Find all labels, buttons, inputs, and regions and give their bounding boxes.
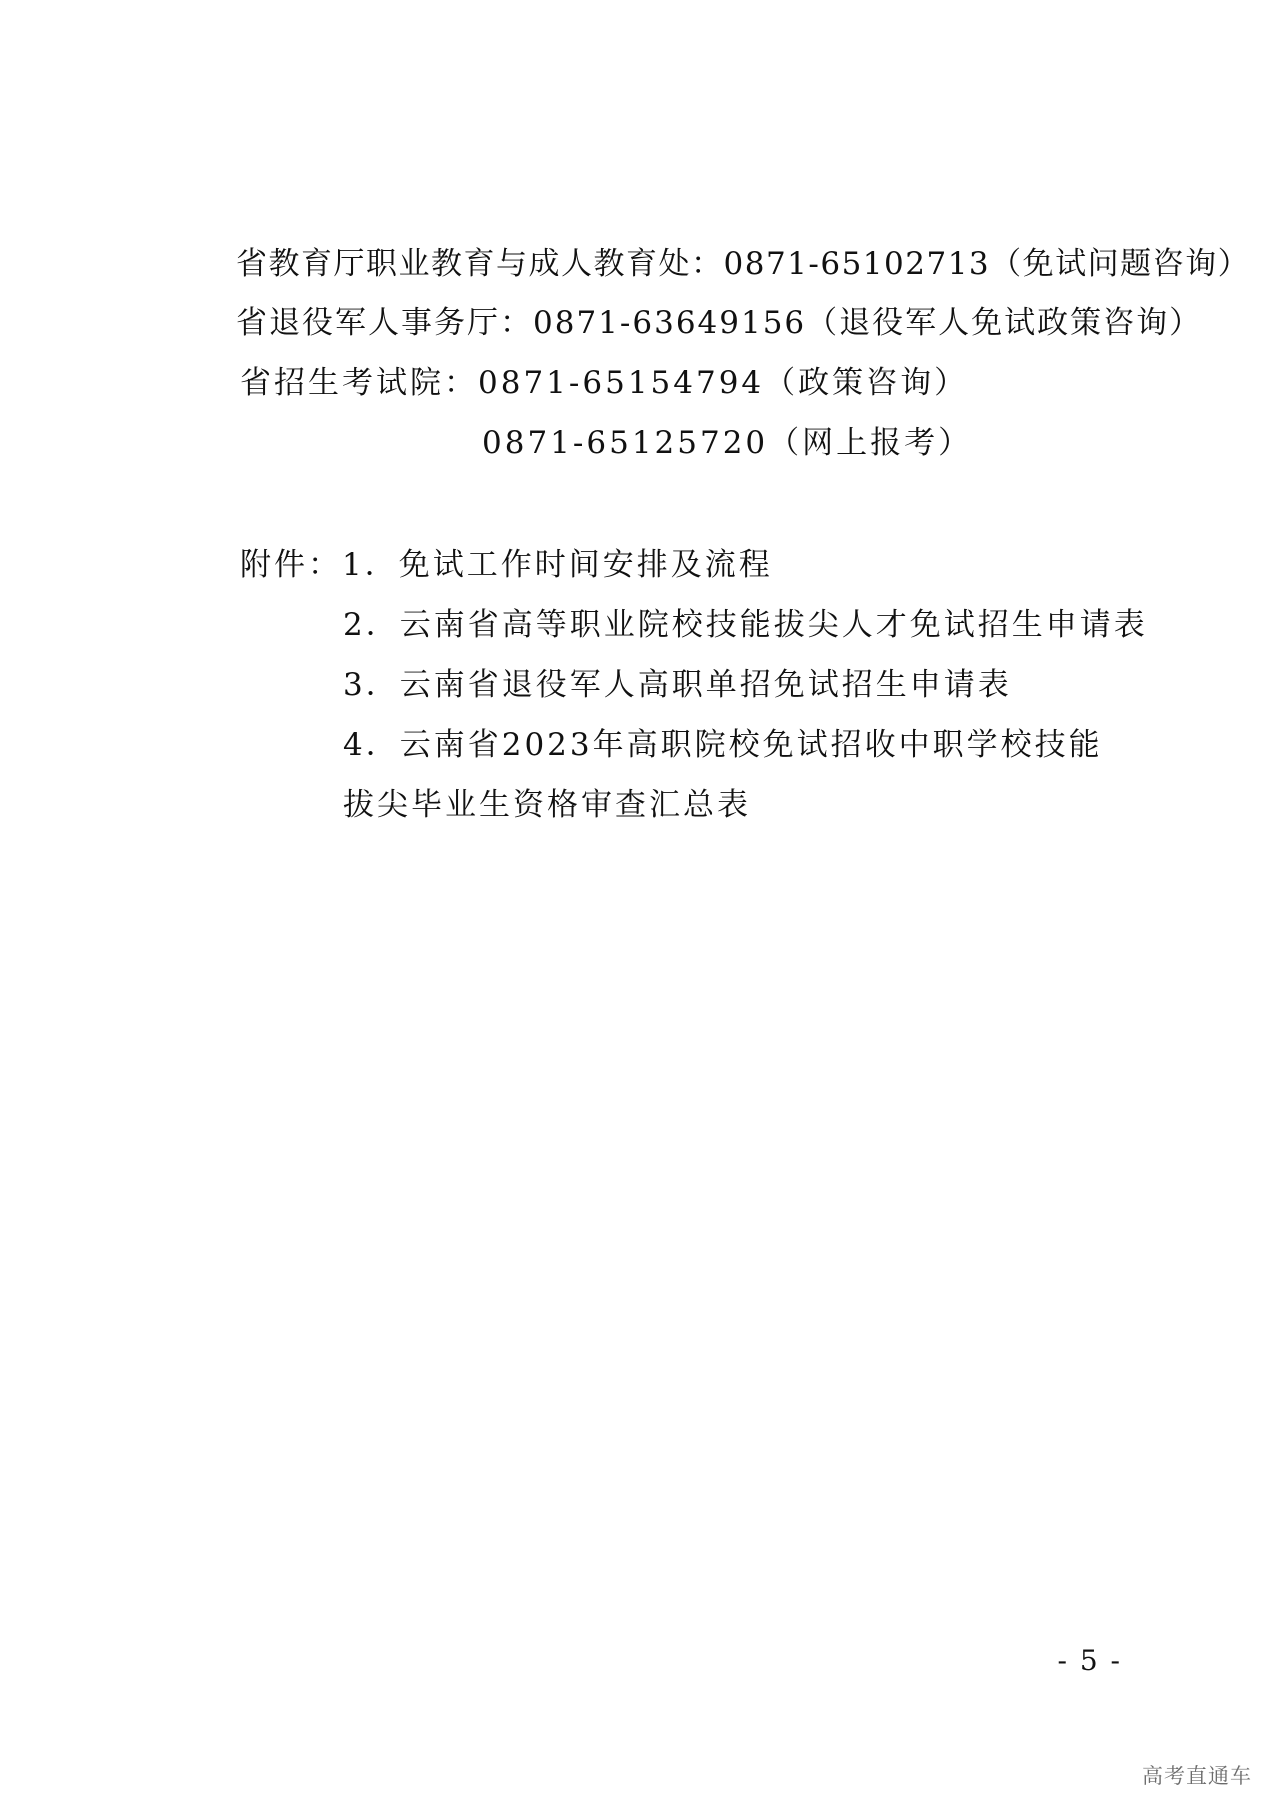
attachment-heading-item-1: 附件：1．免试工作时间安排及流程 (240, 547, 773, 583)
contact-line-veterans-dept: 省退役军人事务厅：0871-63649156（退役军人免试政策咨询） (236, 305, 1203, 341)
contact-line-education-dept: 省教育厅职业教育与成人教育处：0871-65102713（免试问题咨询） (236, 246, 1251, 282)
attachment-item-3: 3．云南省退役军人高职单招免试招生申请表 (343, 667, 1012, 703)
contact-line-exam-institute: 省招生考试院：0871-65154794（政策咨询） (240, 365, 969, 401)
attachment-item-4-continued: 拔尖毕业生资格审查汇总表 (343, 787, 751, 823)
contact-line-online-registration: 0871-65125720（网上报考） (482, 425, 973, 461)
attachment-item-4: 4．云南省2023年高职院校免试招收中职学校技能 (343, 727, 1103, 763)
attachment-item-2: 2．云南省高等职业院校技能拔尖人才免试招生申请表 (343, 607, 1148, 643)
watermark: 高考直通车 (1142, 1764, 1252, 1788)
page-number: - 5 - (1057, 1644, 1122, 1677)
